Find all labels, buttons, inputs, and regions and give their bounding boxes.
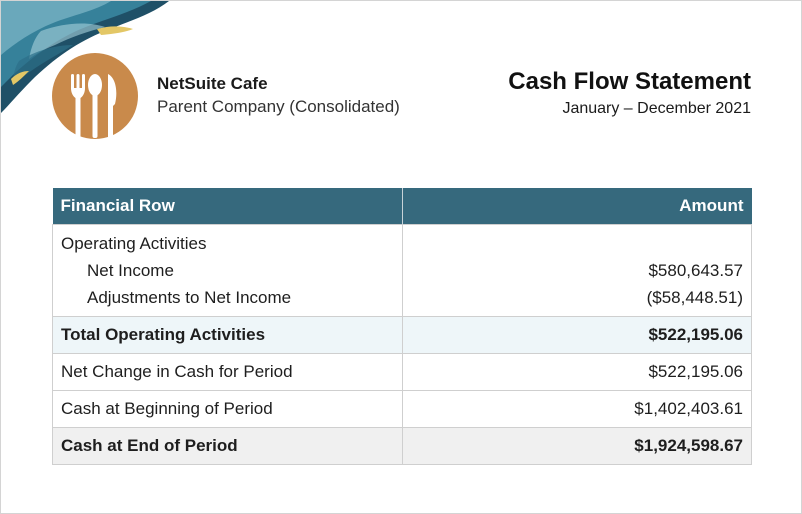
cash-end-label: Cash at End of Period [53, 428, 403, 465]
net-income-label: Net Income [87, 261, 174, 280]
table-row [53, 317, 752, 354]
adjustments-amount: ($58,448.51) [646, 288, 743, 307]
company-block [157, 73, 400, 119]
operating-activities-label: Operating Activities [61, 234, 207, 253]
total-operating-amount: $522,195.06 [402, 317, 752, 354]
operating-activities-group [53, 225, 752, 317]
operating-labels-cell [53, 225, 403, 317]
total-operating-label: Total Operating Activities [53, 317, 403, 354]
operating-activities-amount-blank [411, 230, 744, 257]
utensils-icon [51, 52, 139, 140]
report-heading [508, 67, 751, 120]
cash-beginning-label: Cash at Beginning of Period [53, 391, 403, 428]
financial-table [52, 188, 752, 465]
report-period: January – December 2021 [562, 100, 751, 117]
table-row [53, 391, 752, 428]
adjustments-label: Adjustments to Net Income [87, 288, 292, 307]
column-header-amount: Amount [402, 188, 752, 225]
report-title: Cash Flow Statement [508, 68, 751, 95]
cash-end-amount: $1,924,598.67 [402, 428, 752, 465]
company-subtitle: Parent Company (Consolidated) [157, 97, 400, 116]
table-row [53, 354, 752, 391]
net-income-amount: $580,643.57 [648, 261, 743, 280]
net-change-label: Net Change in Cash for Period [53, 354, 403, 391]
net-change-amount: $522,195.06 [402, 354, 752, 391]
table-header-row [53, 188, 752, 225]
company-name: NetSuite Cafe [157, 74, 268, 93]
operating-amounts-cell [402, 225, 752, 317]
table-row [53, 428, 752, 465]
column-header-financial-row: Financial Row [53, 188, 403, 225]
cash-beginning-amount: $1,402,403.61 [402, 391, 752, 428]
